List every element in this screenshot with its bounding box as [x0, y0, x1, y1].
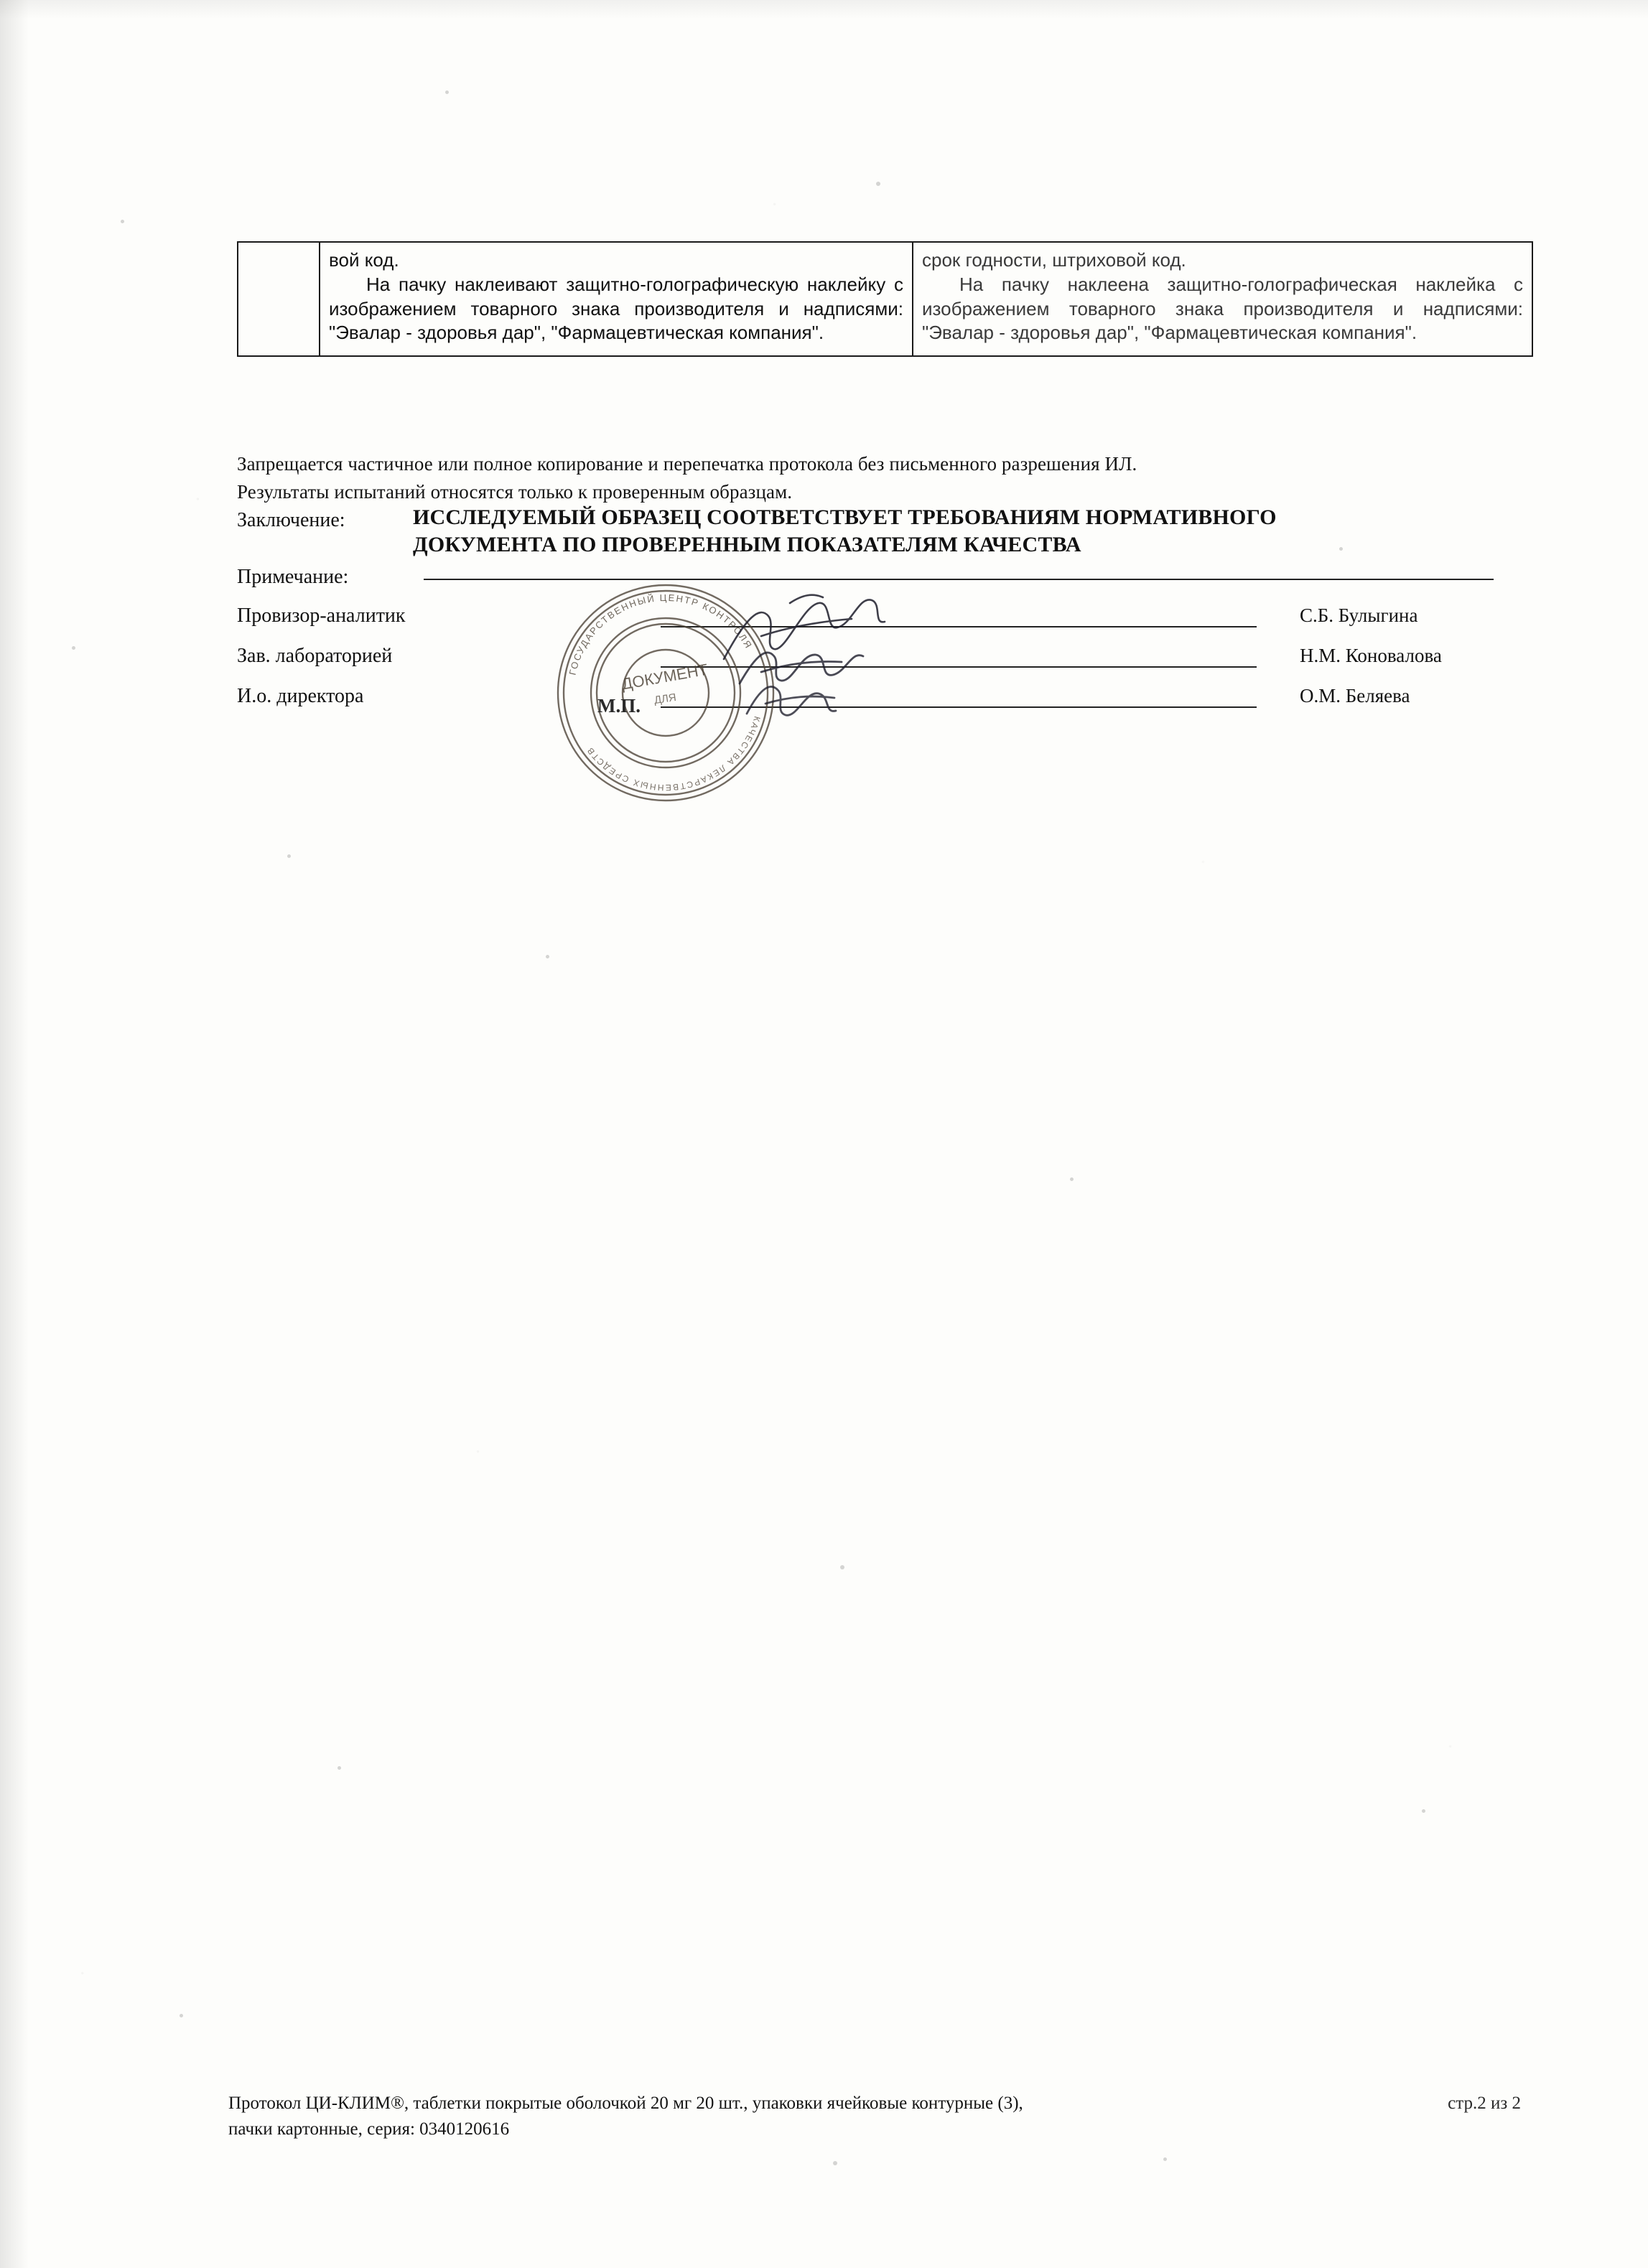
page-top-shadow	[0, 0, 1648, 19]
scan-speckle	[445, 90, 449, 94]
signature-title: Провизор-аналитик	[237, 605, 406, 627]
note-label: Примечание:	[237, 566, 349, 588]
copy-prohibition-notice: Запрещается частичное или полное копирование и перепечатка протокола без письменного разрешения ИЛ.	[237, 453, 1137, 475]
scan-speckle	[546, 955, 549, 958]
signature-row-analyst	[237, 605, 1501, 642]
requirement-paragraph: На пачку наклеивают защитно-голографическую наклейку с изображением товарного знака производителя и надписями: "Эвалар - здоровья дар", "Фармацевтическая компания".	[329, 273, 903, 344]
packaging-description-table	[237, 241, 1533, 357]
signature-row-director	[237, 685, 1501, 722]
scan-speckle	[1422, 1809, 1425, 1813]
conclusion-line-1: ИССЛЕДУЕМЫЙ ОБРАЗЕЦ СООТВЕТСТВУЕТ ТРЕБОВАНИЯМ НОРМАТИВНОГО	[413, 505, 1277, 529]
footer-page-number: стр.2 из 2	[1448, 2094, 1521, 2113]
signature-line[interactable]	[661, 706, 1257, 708]
conclusion-label: Заключение:	[237, 509, 345, 531]
footer-protocol-line-1	[228, 2091, 1521, 2117]
scan-speckle	[840, 1565, 844, 1569]
requirement-line-1: вой код.	[329, 249, 399, 271]
signature-name: О.М. Беляева	[1300, 685, 1410, 706]
scan-speckle	[72, 646, 75, 650]
page-left-shadow	[0, 0, 29, 2268]
table-cell-row-number	[238, 242, 320, 356]
table-cell-requirement	[320, 242, 913, 356]
results-scope-notice: Результаты испытаний относятся только к проверенным образцам.	[237, 481, 793, 503]
table-cell-result	[913, 242, 1532, 356]
note-field-rule[interactable]	[424, 579, 1494, 580]
signature-name: С.Б. Булыгина	[1300, 605, 1418, 626]
svg-text:ГОСУДАРСТВЕННЫЙ ЦЕНТР КОНТРОЛЯ: ГОСУДАРСТВЕННЫЙ ЦЕНТР КОНТРОЛЯ	[567, 592, 755, 676]
svg-text:КАЧЕСТВА ЛЕКАРСТВЕННЫХ СРЕДСТВ: КАЧЕСТВА ЛЕКАРСТВЕННЫХ СРЕДСТВ	[584, 714, 763, 793]
signature-name: Н.М. Коновалова	[1300, 645, 1442, 666]
signature-line[interactable]	[661, 666, 1257, 668]
result-line-1: срок годности, штриховой код.	[922, 249, 1186, 271]
scan-speckle	[1163, 2157, 1167, 2161]
conclusion-text	[413, 504, 1490, 559]
scan-speckle	[876, 182, 880, 186]
result-paragraph: На пачку наклеена защитно-голографическая наклейка с изображением товарного знака производителя и надписями: "Эвалар - здоровья дар", "Фармацевтическая компания".	[922, 273, 1523, 344]
signature-line[interactable]	[661, 626, 1257, 627]
signature-row-lab-head	[237, 645, 1501, 682]
scan-speckle	[287, 854, 291, 858]
signature-title: Зав. лабораторией	[237, 645, 393, 667]
scan-speckle	[833, 2161, 837, 2165]
scan-speckle	[337, 1766, 341, 1770]
scan-speckle	[1070, 1177, 1074, 1181]
scan-speckle	[180, 2014, 183, 2017]
scan-speckle	[121, 220, 124, 223]
page-footer	[228, 2091, 1521, 2143]
svg-text:ДЛЯ: ДЛЯ	[653, 691, 677, 707]
signature-title: И.о. директора	[237, 685, 364, 707]
footer-protocol-line-2: пачки картонные, серия: 0340120616	[228, 2119, 510, 2139]
table-row	[238, 242, 1532, 356]
svg-text:ДОКУМЕНТ: ДОКУМЕНТ	[620, 660, 709, 694]
mp-stamp-label: М.П.	[597, 695, 641, 717]
conclusion-line-2: ДОКУМЕНТА ПО ПРОВЕРЕННЫМ ПОКАЗАТЕЛЯМ КАЧЕСТВА	[413, 533, 1081, 557]
footer-protocol-text: Протокол ЦИ-КЛИМ®, таблетки покрытые оболочкой 20 мг 20 шт., упаковки ячейковые контурные (3),	[228, 2094, 1023, 2113]
